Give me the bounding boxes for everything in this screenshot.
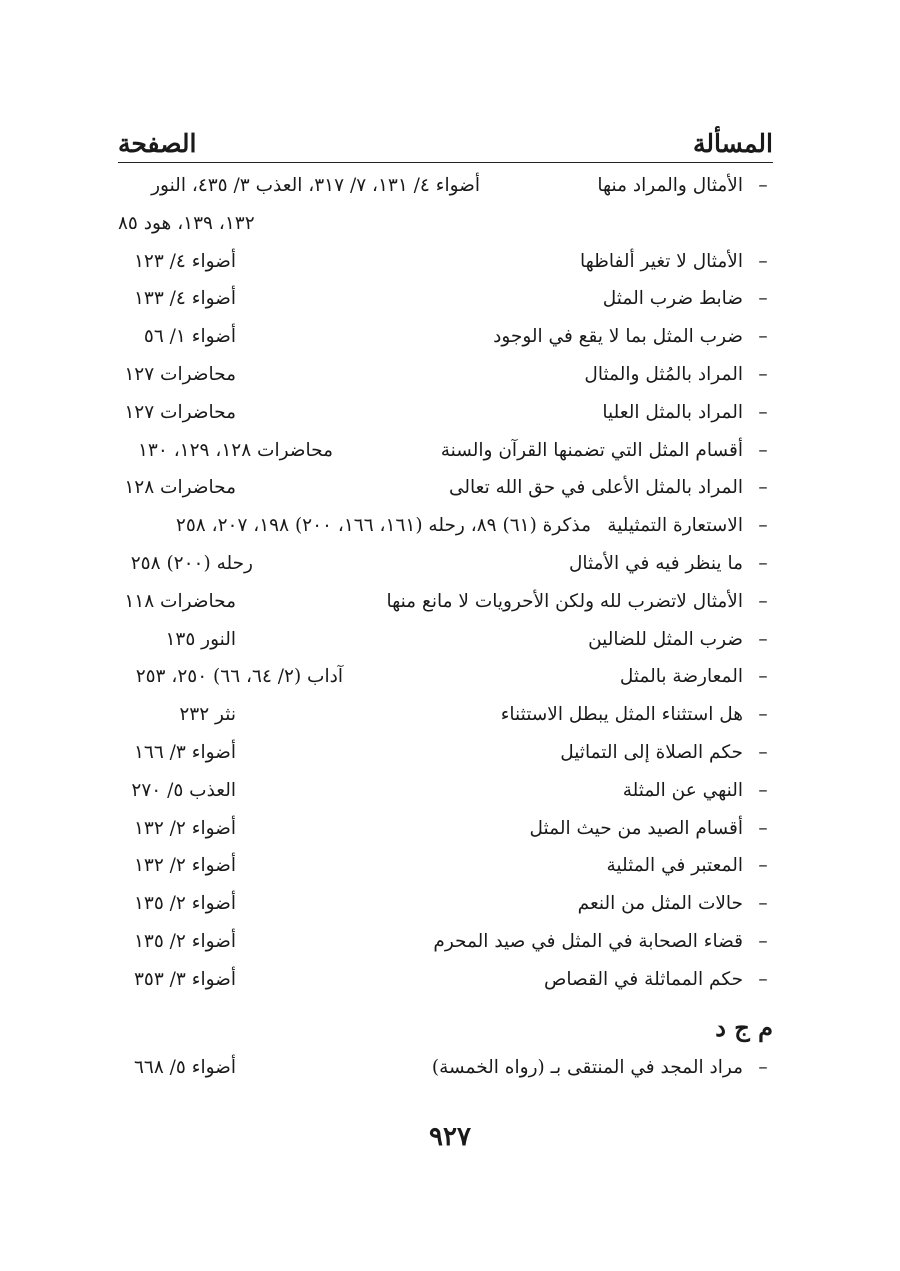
entry-reference: محاضرات ١٢٨، ١٢٩، ١٣٠ xyxy=(138,439,333,461)
entry-reference: محاضرات ١١٨ xyxy=(124,590,236,612)
entry-reference: أضواء ٤/ ١٣١، ٧/ ٣١٧، العذب ٣/ ٤٣٥، النور xyxy=(151,175,480,196)
entry-dash: – xyxy=(758,968,768,990)
entry-dash: – xyxy=(758,552,768,574)
entry-reference: أضواء ٣/ ١٦٦ xyxy=(133,741,236,763)
entry-reference: آداب (٢/ ٦٤، ٦٦) ٢٥٠، ٢٥٣ xyxy=(135,666,343,688)
index-entry xyxy=(118,507,773,545)
entry-dash: – xyxy=(758,439,768,461)
entry-dash: – xyxy=(758,326,768,348)
index-entry xyxy=(118,280,773,318)
entry-reference: أضواء ٤/ ١٣٣ xyxy=(133,288,236,310)
entry-reference: أضواء ٢/ ١٣٥ xyxy=(133,930,236,952)
index-entries xyxy=(118,167,773,1086)
entry-topic: المراد بالمُثل والمثال xyxy=(584,363,743,385)
entry-reference: أضواء ٣/ ٣٥٣ xyxy=(133,968,236,990)
entry-dash: – xyxy=(758,288,768,310)
entry-topic: الأمثال لاتضرب لله ولكن الأحرويات لا مانع منها xyxy=(386,590,743,612)
index-entry xyxy=(118,243,773,281)
entry-dash: – xyxy=(758,930,768,952)
entry-topic: ضابط ضرب المثل xyxy=(602,288,743,310)
entry-reference: رحله (٢٠٠) ٢٥٨ xyxy=(130,552,253,574)
entry-dash: – xyxy=(758,250,768,272)
entry-topic: المعارضة بالمثل xyxy=(619,666,743,688)
entry-reference: نثر ٢٣٢ xyxy=(179,704,236,726)
entry-topic: مراد المجد في المنتقى بـ (رواه الخمسة) xyxy=(431,1056,743,1078)
entry-reference: محاضرات ١٢٧ xyxy=(124,401,236,423)
entry-dash: – xyxy=(758,855,768,877)
entry-reference: أضواء ٢/ ١٣٥ xyxy=(133,893,236,915)
entry-dash: – xyxy=(758,628,768,650)
entry-topic: ضرب المثل بما لا يقع في الوجود xyxy=(493,326,743,348)
index-entry xyxy=(118,696,773,734)
entry-dash: – xyxy=(758,401,768,423)
index-entry xyxy=(118,847,773,885)
entry-topic: الأمثال لا تغير ألفاظها xyxy=(580,250,743,272)
entry-reference: محاضرات ١٢٨ xyxy=(124,477,236,499)
index-entry xyxy=(118,734,773,772)
index-entry-continuation xyxy=(118,205,773,243)
index-entry xyxy=(118,885,773,923)
entry-dash: – xyxy=(758,515,768,537)
entry-reference: أضواء ٢/ ١٣٢ xyxy=(133,817,236,839)
index-entry xyxy=(118,658,773,696)
index-entry xyxy=(118,961,773,999)
entry-dash: – xyxy=(758,666,768,688)
index-entry xyxy=(118,772,773,810)
index-entry xyxy=(118,394,773,432)
index-entry xyxy=(118,1049,773,1087)
entry-topic: المراد بالمثل العليا xyxy=(602,401,743,423)
entry-topic: ما ينظر فيه في الأمثال xyxy=(568,552,743,574)
index-entry xyxy=(118,356,773,394)
entry-topic: ضرب المثل للضالين xyxy=(588,628,743,650)
entry-topic: هل استثناء المثل يبطل الاستثناء xyxy=(500,704,743,726)
entry-reference: أضواء ٥/ ٦٦٨ xyxy=(133,1056,236,1078)
entry-reference: العذب ٥/ ٢٧٠ xyxy=(131,779,236,801)
index-entry xyxy=(118,545,773,583)
entry-topic: النهي عن المثلة xyxy=(622,779,743,801)
entry-topic: الأمثال والمراد منها xyxy=(597,175,743,196)
page-number: ٩٢٧ xyxy=(429,1122,471,1152)
entry-topic: حكم الصلاة إلى التماثيل xyxy=(560,741,743,763)
index-page xyxy=(118,120,773,1086)
table-header xyxy=(118,120,773,163)
entry-dash: – xyxy=(758,590,768,612)
entry-reference: محاضرات ١٢٧ xyxy=(124,363,236,385)
issue-column-heading: المسألة xyxy=(693,129,773,158)
entry-topic: المعتبر في المثلية xyxy=(606,855,743,877)
entry-reference: النور ١٣٥ xyxy=(165,628,236,650)
entry-dash: – xyxy=(758,779,768,801)
entry-dash: – xyxy=(758,477,768,499)
entry-dash: – xyxy=(758,893,768,915)
entry-topic: أقسام الصيد من حيث المثل xyxy=(529,817,743,839)
entry-reference: أضواء ١/ ٥٦ xyxy=(143,326,236,348)
entry-dash: – xyxy=(758,741,768,763)
entry-dash: – xyxy=(758,1056,768,1078)
entry-dash: – xyxy=(758,175,768,196)
index-entry xyxy=(118,583,773,621)
entry-topic: الاستعارة التمثيلية xyxy=(607,515,743,537)
entry-topic: حالات المثل من النعم xyxy=(577,893,743,915)
index-entry xyxy=(118,810,773,848)
entry-reference: أضواء ٢/ ١٣٢ xyxy=(133,855,236,877)
entry-reference: ١٣٢، ١٣٩، هود ٨٥ xyxy=(118,212,255,234)
entry-topic: أقسام المثل التي تضمنها القرآن والسنة xyxy=(440,439,743,461)
entry-topic: حكم المماثلة في القصاص xyxy=(543,968,743,990)
entry-topic: المراد بالمثل الأعلى في حق الله تعالى xyxy=(448,477,743,499)
index-entry xyxy=(118,469,773,507)
entry-topic: قضاء الصحابة في المثل في صيد المحرم xyxy=(433,930,743,952)
entry-dash: – xyxy=(758,704,768,726)
section-heading: م ج د xyxy=(715,1012,773,1042)
index-entry xyxy=(118,621,773,659)
entry-dash: – xyxy=(758,817,768,839)
entry-dash: – xyxy=(758,363,768,385)
page-column-heading: الصفحة xyxy=(118,129,197,158)
entry-reference: أضواء ٤/ ١٢٣ xyxy=(133,250,236,272)
index-entry xyxy=(118,318,773,356)
entry-reference: مذكرة (٦١) ٨٩، رحله (١٦١، ١٦٦، ٢٠٠) ١٩٨، ٢٠٧، ٢٥٨ xyxy=(175,515,591,537)
index-entry xyxy=(118,432,773,470)
index-entry xyxy=(118,923,773,961)
index-entry xyxy=(118,167,773,205)
